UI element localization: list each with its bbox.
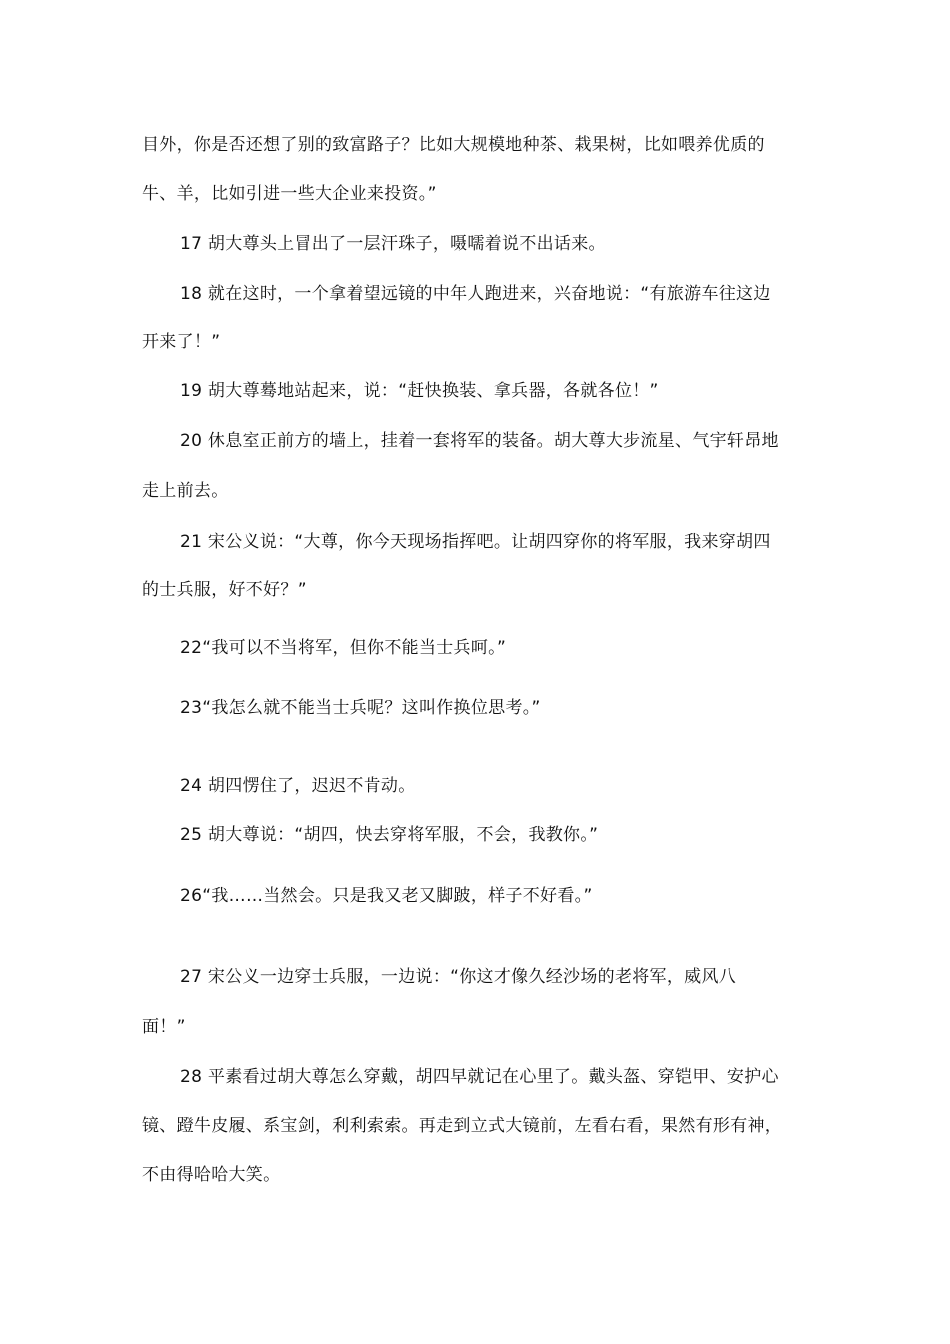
paragraph-23: 23“我怎么就不能当士兵呢？这叫作换位思考。” — [180, 698, 541, 718]
paragraph-28: 28 平素看过胡大尊怎么穿戴，胡四早就记在心里了。戴头盔、穿铠甲、安护心 — [180, 1067, 779, 1087]
text-line: 面！” — [142, 1017, 186, 1037]
text-line: 开来了！” — [142, 332, 221, 352]
paragraph-27: 27 宋公义一边穿士兵服，一边说：“你这才像久经沙场的老将军，威风八 — [180, 967, 737, 987]
text-line: 的士兵服，好不好？” — [142, 580, 307, 600]
paragraph-18: 18 就在这时，一个拿着望远镜的中年人跑进来，兴奋地说：“有旅游车往这边 — [180, 284, 771, 304]
text-line: 走上前去。 — [142, 481, 229, 501]
paragraph-20: 20 休息室正前方的墙上，挂着一套将军的装备。胡大尊大步流星、气宇轩昂地 — [180, 431, 779, 451]
paragraph-19: 19 胡大尊蓦地站起来，说：“赶快换装、拿兵器，各就各位！” — [180, 381, 659, 401]
text-line: 不由得哈哈大笑。 — [142, 1165, 281, 1185]
text-line: 镜、蹬牛皮履、系宝剑，利利索索。再走到立式大镜前，左看右看，果然有形有神， — [142, 1116, 783, 1136]
paragraph-24: 24 胡四愣住了，迟迟不肯动。 — [180, 776, 416, 796]
text-line: 牛、羊，比如引进一些大企业来投资。” — [142, 184, 437, 204]
paragraph-22: 22“我可以不当将军，但你不能当士兵呵。” — [180, 638, 507, 658]
text-line: 目外，你是否还想了别的致富路子？比如大规模地种茶、栽果树，比如喂养优质的 — [142, 135, 765, 155]
paragraph-21: 21 宋公义说：“大尊，你今天现场指挥吧。让胡四穿你的将军服，我来穿胡四 — [180, 532, 771, 552]
paragraph-26: 26“我……当然会。只是我又老又脚跛，样子不好看。” — [180, 886, 593, 906]
paragraph-17: 17 胡大尊头上冒出了一层汗珠子，嗫嚅着说不出话来。 — [180, 234, 606, 254]
paragraph-25: 25 胡大尊说：“胡四，快去穿将军服，不会，我教你。” — [180, 825, 599, 845]
